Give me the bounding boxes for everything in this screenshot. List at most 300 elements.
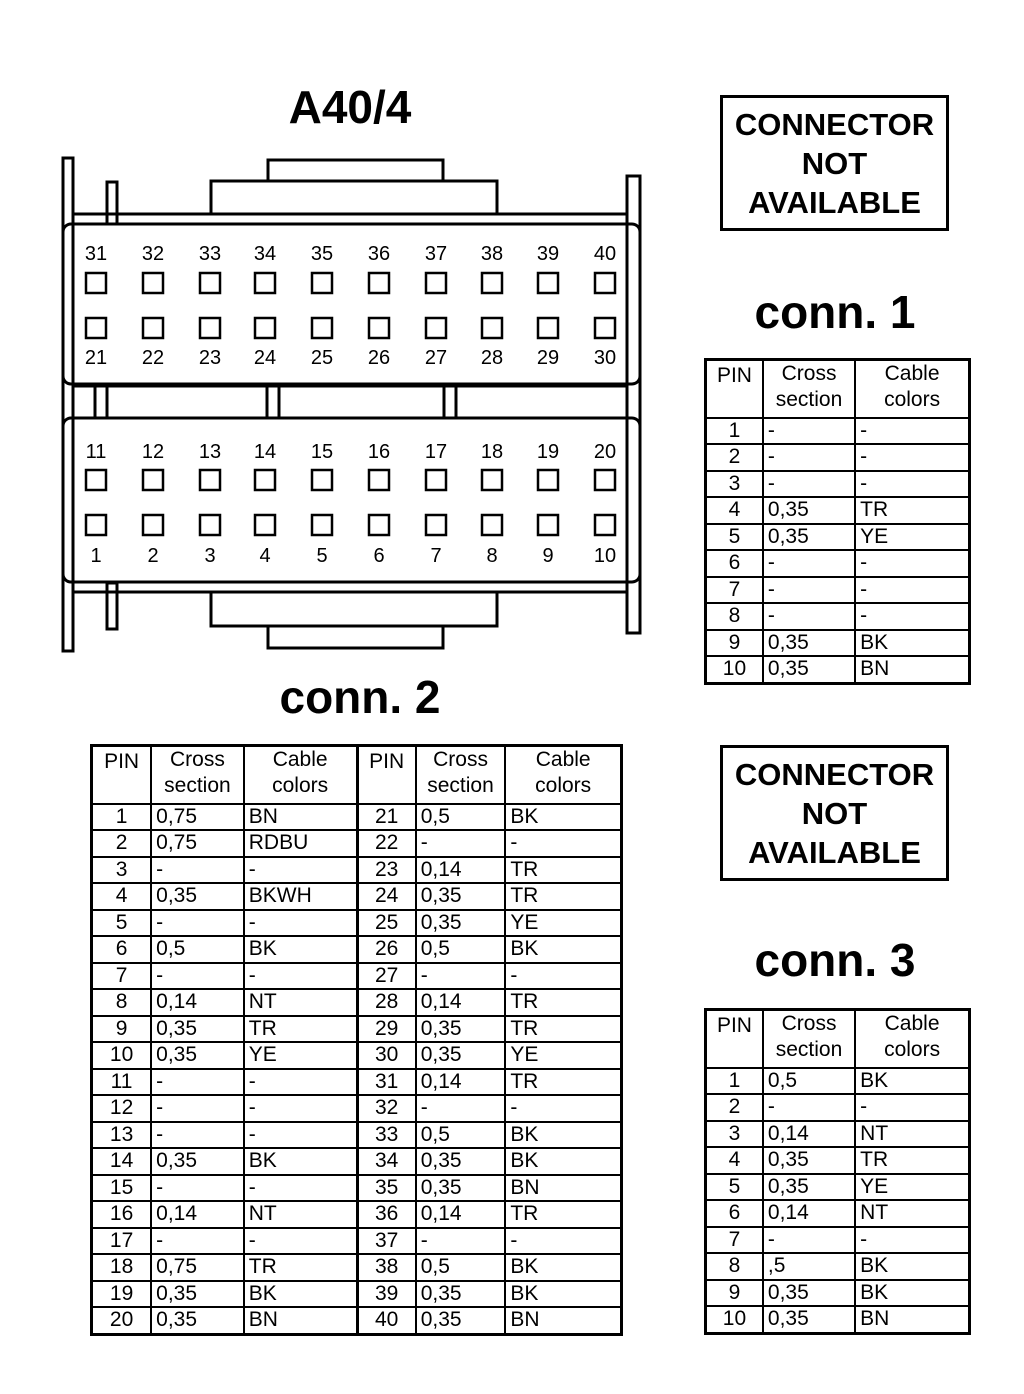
cable-color: - — [855, 471, 969, 498]
pin-label: 33 — [198, 243, 222, 265]
pin-socket — [482, 470, 502, 490]
pin-socket — [200, 515, 220, 535]
table-row — [92, 1281, 622, 1308]
cable-color: BN — [244, 804, 357, 831]
conn1-title: conn. 1 — [754, 286, 916, 338]
cross-section-header: Cross section — [151, 746, 244, 804]
pin-label: 2 — [147, 545, 159, 567]
pin-header: PIN — [706, 360, 763, 418]
cable-color: - — [855, 577, 969, 604]
pin-number: 21 — [357, 804, 416, 831]
pin-header: PIN — [357, 746, 416, 804]
pin-number: 10 — [706, 1306, 763, 1333]
cable-color: - — [505, 1228, 621, 1255]
pin-number: 30 — [357, 1042, 416, 1069]
pin-socket — [369, 470, 389, 490]
pin-number: 37 — [357, 1228, 416, 1255]
pin-number: 25 — [357, 910, 416, 937]
table-row — [706, 630, 970, 657]
table-row — [706, 603, 970, 630]
na-line-3: AVAILABLE — [748, 184, 921, 220]
pin-grid — [85, 243, 616, 567]
pin-socket — [595, 318, 615, 338]
cross-section: - — [416, 830, 506, 857]
pin-socket — [143, 318, 163, 338]
connector-title: A40/4 — [288, 81, 412, 133]
pin-number: 1 — [706, 418, 763, 445]
cable-color: - — [855, 1094, 969, 1121]
pin-number: 28 — [357, 989, 416, 1016]
cable-color: BK — [244, 1148, 357, 1175]
pin-number: 11 — [92, 1069, 152, 1096]
cross-section: 0,5 — [763, 1068, 855, 1095]
table-row — [92, 910, 622, 937]
pin-socket — [312, 318, 332, 338]
cross-section: - — [151, 1228, 244, 1255]
pin-header: PIN — [92, 746, 152, 804]
cable-color: - — [505, 1095, 621, 1122]
table-row — [92, 1307, 622, 1334]
pin-label: 19 — [536, 441, 560, 463]
pin-socket — [595, 515, 615, 535]
pin-number: 4 — [92, 883, 152, 910]
cross-section: 0,75 — [151, 1254, 244, 1281]
pin-number: 7 — [706, 1227, 763, 1254]
cross-section: - — [763, 444, 855, 471]
cross-section: 0,14 — [416, 857, 506, 884]
pin-number: 16 — [92, 1201, 152, 1228]
table-row — [706, 656, 970, 683]
pin-label: 37 — [424, 243, 448, 265]
pin-label: 29 — [536, 347, 560, 369]
conn2-pin-table — [90, 744, 623, 1336]
cross-section: 0,14 — [763, 1200, 855, 1227]
table-row — [92, 1228, 622, 1255]
cross-section: 0,14 — [416, 1201, 506, 1228]
pin-number: 34 — [357, 1148, 416, 1175]
pin-number: 13 — [92, 1122, 152, 1149]
pin-label: 40 — [593, 243, 617, 265]
cross-section: 0,5 — [416, 936, 506, 963]
pin-number: 1 — [92, 804, 152, 831]
cable-color: TR — [505, 1069, 621, 1096]
pin-label: 36 — [367, 243, 391, 265]
cable-color: YE — [505, 1042, 621, 1069]
table-row — [92, 1095, 622, 1122]
pin-label: 26 — [367, 347, 391, 369]
cable-color: YE — [244, 1042, 357, 1069]
cross-section: 0,35 — [763, 1306, 855, 1333]
pin-number: 29 — [357, 1016, 416, 1043]
cable-color: BK — [505, 804, 621, 831]
cable-color: - — [505, 963, 621, 990]
cable-color: TR — [244, 1254, 357, 1281]
pin-label: 7 — [430, 545, 442, 567]
right-rail — [627, 176, 640, 633]
table-row — [706, 497, 970, 524]
cable-color: BK — [855, 1253, 969, 1280]
cross-section: 0,5 — [416, 1254, 506, 1281]
table-row — [706, 1094, 970, 1121]
pin-socket — [312, 470, 332, 490]
pin-label: 25 — [310, 347, 334, 369]
cross-section: - — [763, 1227, 855, 1254]
pin-number: 26 — [357, 936, 416, 963]
cross-section: - — [416, 1095, 506, 1122]
pin-socket — [369, 318, 389, 338]
cross-section: 0,14 — [151, 989, 244, 1016]
pin-number: 3 — [92, 857, 152, 884]
pin-label: 39 — [536, 243, 560, 265]
pin-socket — [312, 515, 332, 535]
cross-section: - — [151, 1122, 244, 1149]
cable-color: TR — [505, 883, 621, 910]
pin-label: 3 — [204, 545, 216, 567]
cross-section: 0,35 — [763, 1280, 855, 1307]
cable-color: - — [244, 1095, 357, 1122]
pin-socket — [312, 273, 332, 293]
cross-section: - — [151, 1069, 244, 1096]
cable-colors-header: Cable colors — [855, 360, 969, 418]
connector-not-available-box-1 — [720, 95, 949, 231]
pin-number: 17 — [92, 1228, 152, 1255]
cable-color: BK — [505, 1281, 621, 1308]
connector-diagram — [55, 150, 655, 660]
cable-color: - — [855, 418, 969, 445]
pin-socket — [538, 515, 558, 535]
cable-color: YE — [855, 1174, 969, 1201]
pin-number: 40 — [357, 1307, 416, 1334]
pin-number: 4 — [706, 497, 763, 524]
pin-label: 35 — [310, 243, 334, 265]
cross-section: 0,14 — [416, 1069, 506, 1096]
cross-section: 0,35 — [763, 1174, 855, 1201]
cable-color: NT — [244, 1201, 357, 1228]
pin-label: 22 — [141, 347, 165, 369]
pin-label: 10 — [593, 545, 617, 567]
bottom-tab-outer — [268, 626, 443, 648]
cable-color: BN — [855, 656, 969, 683]
pin-label: 16 — [367, 441, 391, 463]
table-row — [706, 1121, 970, 1148]
table-row — [706, 1280, 970, 1307]
pin-socket — [482, 273, 502, 293]
cable-color: TR — [505, 1016, 621, 1043]
pin-label: 23 — [198, 347, 222, 369]
pin-number: 6 — [706, 550, 763, 577]
pin-label: 13 — [198, 441, 222, 463]
pin-number: 12 — [92, 1095, 152, 1122]
pin-number: 33 — [357, 1122, 416, 1149]
pin-label: 20 — [593, 441, 617, 463]
cable-color: - — [244, 963, 357, 990]
pin-label: 12 — [141, 441, 165, 463]
pin-label: 5 — [316, 545, 328, 567]
bottom-tab-inner — [211, 592, 497, 626]
cross-section: 0,35 — [763, 656, 855, 683]
cross-section: 0,5 — [416, 804, 506, 831]
pin-socket — [426, 273, 446, 293]
pin-socket — [538, 470, 558, 490]
table-row — [706, 418, 970, 445]
cross-section: - — [763, 471, 855, 498]
table-row — [92, 1148, 622, 1175]
cable-color: RDBU — [244, 830, 357, 857]
cable-color: YE — [505, 910, 621, 937]
cross-section: 0,75 — [151, 804, 244, 831]
top-tab-outer — [268, 160, 443, 180]
pin-socket — [538, 273, 558, 293]
pin-socket — [538, 318, 558, 338]
pin-number: 3 — [706, 1121, 763, 1148]
pin-label: 1 — [90, 545, 102, 567]
pin-socket — [255, 273, 275, 293]
cross-section: 0,14 — [763, 1121, 855, 1148]
pin-number: 15 — [92, 1175, 152, 1202]
pin-number: 31 — [357, 1069, 416, 1096]
pin-number: 9 — [706, 630, 763, 657]
table-row — [92, 883, 622, 910]
pin-number: 10 — [706, 656, 763, 683]
cross-section: 0,35 — [151, 883, 244, 910]
cross-section: - — [763, 418, 855, 445]
table-row — [706, 550, 970, 577]
cross-section: 0,35 — [763, 1147, 855, 1174]
pin-socket — [143, 515, 163, 535]
connector-not-available-box-3 — [720, 745, 949, 881]
cross-section: 0,35 — [416, 1307, 506, 1334]
cable-color: BKWH — [244, 883, 357, 910]
cross-section: 0,5 — [151, 936, 244, 963]
pin-socket — [482, 318, 502, 338]
cable-color: - — [244, 1175, 357, 1202]
cable-color: - — [244, 857, 357, 884]
pin-label: 34 — [253, 243, 277, 265]
pin-label: 9 — [542, 545, 554, 567]
na-line-2: NOT — [801, 145, 868, 181]
cross-section: - — [763, 577, 855, 604]
pin-socket — [255, 318, 275, 338]
cross-section: 0,14 — [416, 989, 506, 1016]
cross-section: 0,35 — [416, 883, 506, 910]
na-line-1: CONNECTOR — [734, 756, 935, 792]
cross-section: - — [763, 603, 855, 630]
cross-section: 0,35 — [151, 1148, 244, 1175]
cross-section: - — [763, 1094, 855, 1121]
pin-number: 22 — [357, 830, 416, 857]
table-row — [92, 830, 622, 857]
left-latch-top — [107, 182, 117, 224]
table-row — [92, 1201, 622, 1228]
table-row — [92, 989, 622, 1016]
pin-socket — [86, 515, 106, 535]
cross-section: 0,35 — [151, 1016, 244, 1043]
pin-label: 4 — [259, 545, 271, 567]
cable-color: BK — [244, 936, 357, 963]
cross-section-header: Cross section — [763, 360, 855, 418]
table-row — [92, 1254, 622, 1281]
pin-number: 8 — [706, 603, 763, 630]
pin-number: 1 — [706, 1068, 763, 1095]
table-row — [92, 963, 622, 990]
cable-color: BK — [505, 1148, 621, 1175]
table-row — [92, 1069, 622, 1096]
table-header-row — [92, 746, 622, 804]
table-row — [706, 1227, 970, 1254]
cross-section: 0,35 — [151, 1307, 244, 1334]
cable-color: BK — [855, 1068, 969, 1095]
cross-section: - — [416, 1228, 506, 1255]
cable-color: - — [855, 1227, 969, 1254]
pin-label: 6 — [373, 545, 385, 567]
cross-section: 0,75 — [151, 830, 244, 857]
pin-socket — [200, 318, 220, 338]
pin-socket — [86, 318, 106, 338]
cable-color: BN — [244, 1307, 357, 1334]
pin-number: 36 — [357, 1201, 416, 1228]
table-row — [92, 1042, 622, 1069]
pin-socket — [595, 273, 615, 293]
pin-socket — [143, 470, 163, 490]
cable-color: - — [855, 550, 969, 577]
pin-number: 6 — [706, 1200, 763, 1227]
cable-colors-header: Cable colors — [855, 1010, 969, 1068]
pin-number: 8 — [92, 989, 152, 1016]
pin-number: 24 — [357, 883, 416, 910]
pin-label: 18 — [480, 441, 504, 463]
cross-section: 0,35 — [151, 1281, 244, 1308]
pin-number: 10 — [92, 1042, 152, 1069]
cross-section: 0,35 — [763, 630, 855, 657]
cable-color: - — [244, 1069, 357, 1096]
cross-section-header: Cross section — [763, 1010, 855, 1068]
pin-label: 27 — [424, 347, 448, 369]
table-row — [706, 1147, 970, 1174]
cable-color: - — [855, 444, 969, 471]
cross-section: 0,35 — [151, 1042, 244, 1069]
pin-socket — [369, 515, 389, 535]
cable-color: BN — [505, 1175, 621, 1202]
pin-label: 32 — [141, 243, 165, 265]
cross-section: 0,35 — [763, 524, 855, 551]
pin-socket — [426, 470, 446, 490]
cable-color: YE — [855, 524, 969, 551]
cable-color: - — [244, 1122, 357, 1149]
pin-label: 17 — [424, 441, 448, 463]
pin-socket — [86, 273, 106, 293]
pin-label: 15 — [310, 441, 334, 463]
na-line-2: NOT — [801, 795, 868, 831]
left-latch-bottom — [107, 583, 117, 629]
pin-socket — [482, 515, 502, 535]
cable-color: BN — [855, 1306, 969, 1333]
pin-number: 19 — [92, 1281, 152, 1308]
pin-number: 27 — [357, 963, 416, 990]
pin-number: 5 — [706, 1174, 763, 1201]
cable-color: BK — [505, 1254, 621, 1281]
cross-section: 0,35 — [416, 1281, 506, 1308]
conn2-title: conn. 2 — [279, 671, 441, 723]
cross-section: 0,5 — [416, 1122, 506, 1149]
table-row — [706, 577, 970, 604]
cable-color: - — [855, 603, 969, 630]
pin-number: 8 — [706, 1253, 763, 1280]
table-header-row — [706, 360, 970, 418]
cross-section: 0,35 — [416, 1148, 506, 1175]
pin-number: 7 — [706, 577, 763, 604]
cable-color: BK — [505, 936, 621, 963]
pin-number: 3 — [706, 471, 763, 498]
pin-number: 9 — [92, 1016, 152, 1043]
pin-number: 6 — [92, 936, 152, 963]
pin-socket — [369, 273, 389, 293]
cable-color: TR — [244, 1016, 357, 1043]
cable-color: TR — [855, 497, 969, 524]
pin-socket — [426, 515, 446, 535]
cross-section: 0,35 — [416, 1042, 506, 1069]
pin-label: 11 — [85, 441, 107, 463]
cross-section: - — [763, 550, 855, 577]
conn3-pin-table — [704, 1008, 971, 1335]
pin-number: 2 — [706, 444, 763, 471]
table-row — [706, 1068, 970, 1095]
cross-section: - — [151, 963, 244, 990]
cable-color: TR — [505, 989, 621, 1016]
table-row — [92, 1175, 622, 1202]
pin-socket — [426, 318, 446, 338]
pin-number: 5 — [92, 910, 152, 937]
cable-color: BN — [505, 1307, 621, 1334]
cable-color: - — [244, 1228, 357, 1255]
cable-color: NT — [855, 1200, 969, 1227]
table-row — [92, 804, 622, 831]
cross-section: - — [151, 1095, 244, 1122]
cable-color: TR — [505, 1201, 621, 1228]
cross-section: ,5 — [763, 1253, 855, 1280]
pin-number: 18 — [92, 1254, 152, 1281]
cable-color: NT — [244, 989, 357, 1016]
pin-number: 20 — [92, 1307, 152, 1334]
top-tab-inner — [211, 181, 497, 213]
pin-label: 24 — [253, 347, 277, 369]
table-row — [92, 1122, 622, 1149]
pin-number: 7 — [92, 963, 152, 990]
cable-color: BK — [244, 1281, 357, 1308]
pin-socket — [255, 470, 275, 490]
pin-socket — [595, 470, 615, 490]
pin-label: 30 — [593, 347, 617, 369]
pin-number: 32 — [357, 1095, 416, 1122]
conn3-title: conn. 3 — [754, 934, 916, 986]
pin-number: 5 — [706, 524, 763, 551]
pin-number: 2 — [706, 1094, 763, 1121]
cross-section-header: Cross section — [416, 746, 506, 804]
table-row — [706, 471, 970, 498]
cable-color: BK — [855, 1280, 969, 1307]
cable-color: - — [244, 910, 357, 937]
cable-color: BK — [505, 1122, 621, 1149]
table-row — [92, 936, 622, 963]
table-row — [706, 1253, 970, 1280]
pin-socket — [200, 470, 220, 490]
cross-section: - — [151, 910, 244, 937]
table-header-row — [706, 1010, 970, 1068]
pin-header: PIN — [706, 1010, 763, 1068]
table-row — [706, 1200, 970, 1227]
pin-label: 38 — [480, 243, 504, 265]
na-line-3: AVAILABLE — [748, 834, 921, 870]
cable-color: NT — [855, 1121, 969, 1148]
